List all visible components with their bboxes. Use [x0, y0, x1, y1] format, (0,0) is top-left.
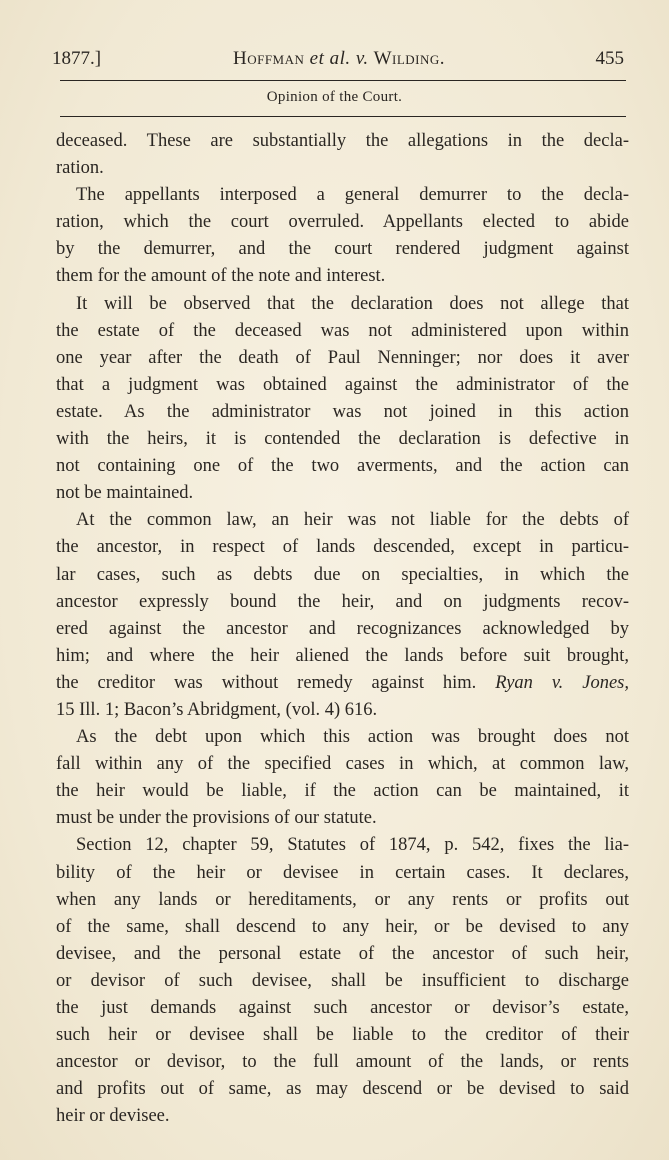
text-line-content: fall within any of the specified cases in which, at common law, [56, 754, 629, 775]
text-line [56, 236, 629, 263]
text-line [56, 399, 629, 426]
text-line-content: devisee, and the personal estate of the ancestor of such heir, [56, 943, 629, 964]
text-line [56, 507, 629, 534]
header-case-title [52, 48, 626, 70]
text-line [56, 589, 629, 616]
text-line-content: or devisor of such devisee, shall be insufficient to discharge [56, 970, 629, 991]
text-line-content: ered against the ancestor and recognizances acknowledged by [56, 618, 629, 639]
text-line [56, 182, 629, 209]
text-line [56, 860, 629, 887]
running-head [52, 44, 626, 74]
text-line [56, 941, 629, 968]
text-line-content: ancestor or devisor, to the full amount of the lands, or rents [56, 1052, 629, 1073]
text-line [56, 751, 629, 778]
case-title-part-c: Wilding. [368, 48, 446, 69]
text-line-content: ration, which the court overruled. Appellants elected to abide [56, 212, 629, 233]
text-line-content: the heir would be liable, if the action can be maintained, it [56, 781, 629, 802]
text-line-content: of the same, shall descend to any heir, or be devised to any [56, 916, 629, 937]
text-line [56, 832, 629, 859]
text-line-content: At the common law, an heir was not liable for the debts of [76, 510, 629, 531]
text-line [56, 534, 629, 561]
text-line-content: Section 12, chapter 59, Statutes of 1874, p. 542, fixes the lia- [76, 835, 629, 856]
text-line [56, 155, 629, 182]
text-line-content: deceased. These are substantially the allegations in the decla- [56, 131, 629, 151]
text-line [56, 480, 629, 507]
text-line-content: the creditor was without remedy against him. Ryan v. Jones, [56, 672, 629, 693]
text-line-content: ancestor expressly bound the heir, and on judgments recov- [56, 591, 629, 612]
text-line-content: must be under the provisions of our statute. [56, 808, 377, 829]
text-line-content: him; and where the heir aliened the lands before suit brought, [56, 645, 629, 666]
text-line-content: the estate of the deceased was not administered upon within [56, 320, 629, 341]
text-line-content: the just demands against such ancestor or devisor’s estate, [56, 998, 629, 1018]
text-line [56, 562, 629, 589]
text-line [56, 616, 629, 643]
text-line-content: As the debt upon which this action was brought does not [76, 727, 629, 748]
header-rule-bottom [60, 116, 626, 117]
text-line-content: 15 Ill. 1; Bacon’s Abridgment, (vol. 4) 616. [56, 699, 378, 720]
text-line-content: not be maintained. [56, 483, 194, 504]
text-line [56, 263, 629, 290]
text-line [56, 805, 629, 832]
case-title-part-b: et al. v. [309, 48, 369, 69]
header-rule-top [60, 80, 626, 81]
text-line [56, 778, 629, 805]
page-number: 455 [595, 48, 624, 69]
text-line [56, 643, 629, 670]
text-line-content: ration. [56, 158, 104, 179]
opinion-body [56, 128, 629, 1130]
case-citation: Ryan v. Jones, [495, 672, 629, 693]
text-line [56, 453, 629, 480]
text-line [56, 318, 629, 345]
text-line [56, 968, 629, 995]
text-line [56, 1022, 629, 1049]
text-line [56, 914, 629, 941]
text-line-content: not containing one of the two averments, and the action can [56, 456, 629, 477]
text-line-content: one year after the death of Paul Nenninger; nor does it aver [56, 347, 629, 368]
text-line [56, 345, 629, 372]
text-line-content: bility of the heir or devisee in certain cases. It declares, [56, 862, 629, 883]
text-line [56, 372, 629, 399]
text-line-content: with the heirs, it is contended the declaration is defective in [56, 429, 629, 450]
text-line [56, 291, 629, 318]
text-line [56, 1103, 629, 1130]
case-title-part-a: Hoffman [232, 48, 310, 69]
text-line [56, 209, 629, 236]
text-line-content: that a judgment was obtained against the administrator of the [56, 374, 629, 395]
text-line-content: It will be observed that the declaration does not allege that [76, 293, 629, 314]
text-line-content: them for the amount of the note and interest. [56, 266, 386, 287]
text-line [56, 697, 629, 724]
text-line [56, 426, 629, 453]
section-subhead: Opinion of the Court. [266, 89, 403, 105]
header-year: 1877.] [52, 48, 102, 69]
text-line-content: the ancestor, in respect of lands descended, except in particu- [56, 537, 629, 558]
text-line [56, 1076, 629, 1103]
text-line-content: such heir or devisee shall be liable to the creditor of their [56, 1025, 629, 1046]
text-line-content: The appellants interposed a general demurrer to the decla- [76, 185, 629, 206]
text-line [56, 1049, 629, 1076]
text-line [56, 128, 629, 155]
text-line-content: lar cases, such as debts due on specialties, in which the [56, 564, 629, 585]
text-line [56, 724, 629, 751]
text-line-content: heir or devisee. [56, 1106, 170, 1127]
text-line [56, 670, 629, 697]
text-line [56, 887, 629, 914]
text-line-content: by the demurrer, and the court rendered judgment against [56, 239, 629, 260]
text-line-content: and profits out of same, as may descend or be devised to said [56, 1079, 629, 1100]
text-line-content: estate. As the administrator was not joined in this action [56, 401, 629, 422]
text-line-content: when any lands or hereditaments, or any rents or profits out [56, 889, 629, 910]
text-line [56, 995, 629, 1022]
